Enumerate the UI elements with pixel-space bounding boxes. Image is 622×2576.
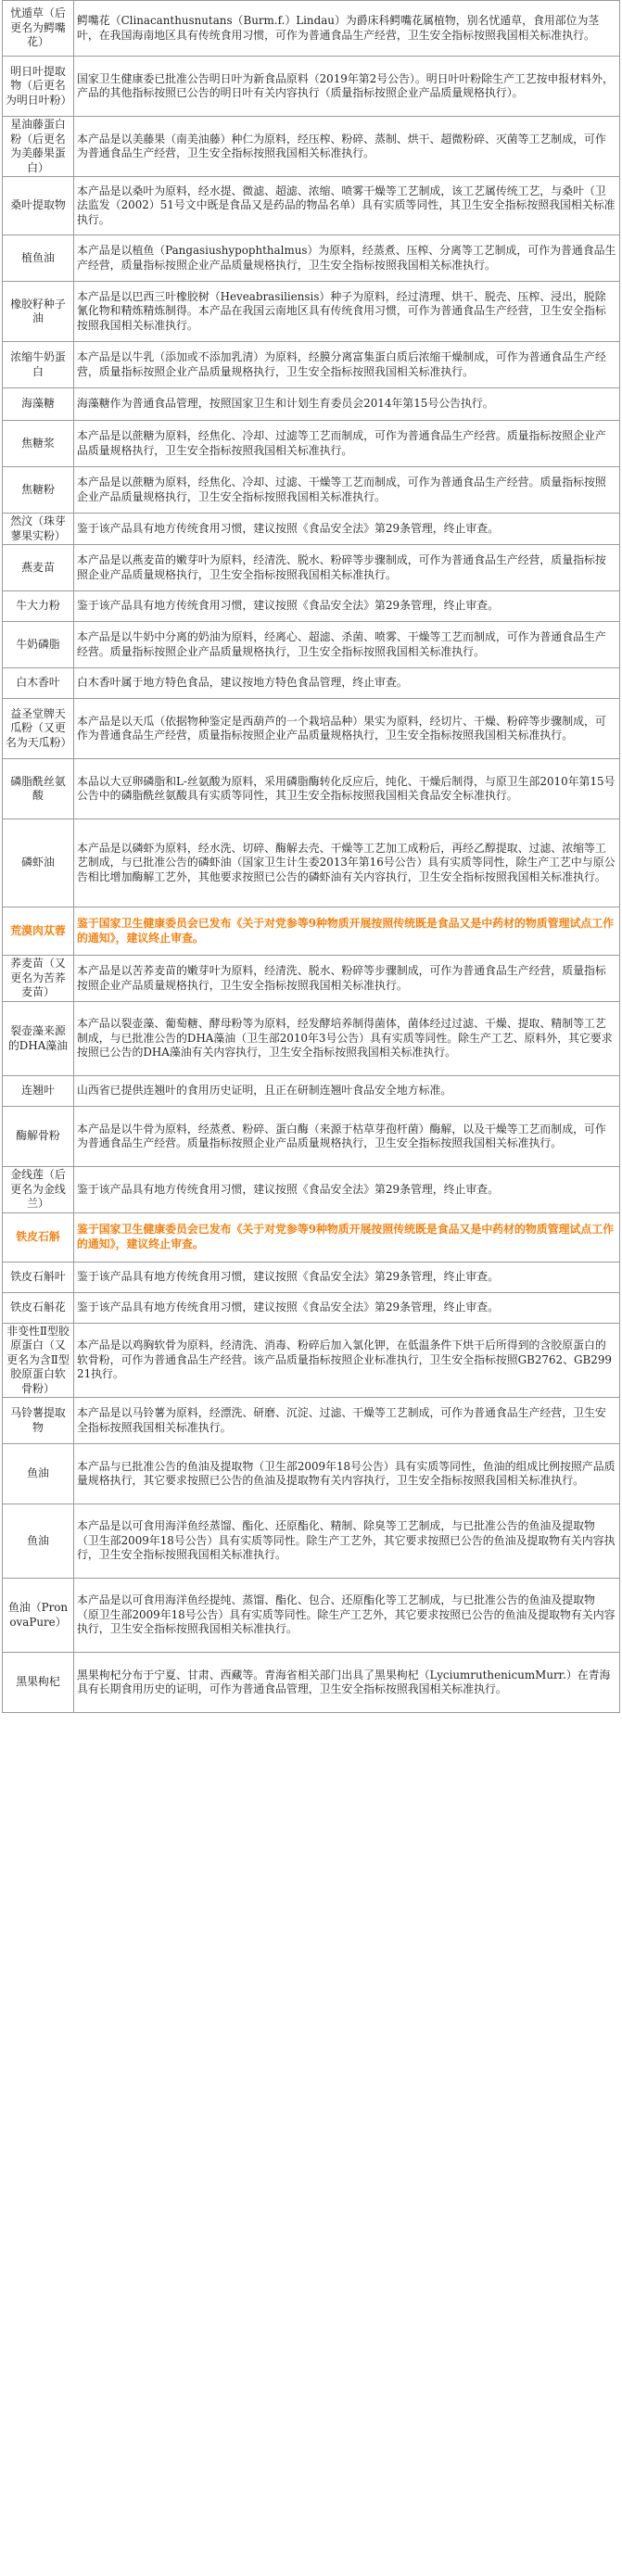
substance-name-cell: 焦糖浆 (3, 421, 74, 467)
table-row (3, 668, 620, 699)
substance-name-cell: 牛奶磷脂 (3, 622, 74, 668)
review-opinion-cell: 本产品是以美藤果（南美油藤）种仁为原料，经压榨、粉碎、蒸制、烘干、超微粉碎、灭菌等工艺制成，可作为普通食品生产经营，卫生安全指标按照我国相关标准执行。 (74, 117, 620, 177)
table-row (3, 699, 620, 759)
table-row (3, 467, 620, 514)
substance-name-cell: 桑叶提取物 (3, 177, 74, 235)
substance-name-cell: 鱼油 (3, 1504, 74, 1579)
substance-name-cell: 磷脂酰丝氨酸 (3, 759, 74, 819)
review-opinion-cell: 本产品是以苦荞麦苗的嫩芽叶为原料，经清洗、脱水、粉碎等步骤制成，可作为普通食品生产经营，质量指标按照企业产品质量规格执行，卫生安全指标按照我国相关标准执行。 (74, 956, 620, 1002)
table-row (3, 1444, 620, 1504)
substance-name-cell: 连翘叶 (3, 1076, 74, 1107)
substance-name-cell: 磷虾油 (3, 819, 74, 907)
review-opinion-cell: 鉴于该产品具有地方传统食用习惯，建议按照《食品安全法》第29条管理，终止审查。 (74, 1292, 620, 1323)
table-row (3, 1323, 620, 1398)
review-opinion-cell: 海藻糖作为普通食品管理，按照国家卫生和计划生育委员会2014年第15号公告执行。 (74, 388, 620, 421)
table-row (3, 282, 620, 342)
review-opinion-cell: 本品以大豆卵磷脂和L-丝氨酸为原料，采用磷脂酶转化反应后，纯化、干燥后制得，与原卫生部2010年第15号公告中的磷脂酰丝氨酸具有实质等同性，其卫生安全指标按照我国相关食品安全标准执行。 (74, 759, 620, 819)
review-opinion-cell: 本产品是以马铃薯为原料，经漂洗、研磨、沉淀、过滤、干燥等工艺制成，可作为普通食品生产经营，卫生安全指标按照我国相关标准执行。 (74, 1398, 620, 1444)
table-row (3, 1398, 620, 1444)
substance-name-cell: 铁皮石斛花 (3, 1292, 74, 1323)
table-row (3, 1579, 620, 1653)
review-opinion-cell: 山西省已提供连翘叶的食用历史证明，且正在研制连翘叶食品安全地方标准。 (74, 1076, 620, 1107)
substance-name-cell: 益圣堂牌天瓜粉（又更名为天瓜粉） (3, 699, 74, 759)
table-row (3, 342, 620, 388)
table-row (3, 1002, 620, 1076)
substance-name-cell: 牛大力粉 (3, 591, 74, 622)
substance-name-cell: 裂壶藻来源的DHA藻油 (3, 1002, 74, 1076)
table-row (3, 1212, 620, 1262)
table-row (3, 57, 620, 117)
review-opinion-cell: 本产品是以牛乳（添加或不添加乳清）为原料，经膜分离富集蛋白质后浓缩干燥制成，可作为普通食品生产经营，质量指标按照企业产品质量规格执行，卫生安全指标按照我国相关标准执行。 (74, 342, 620, 388)
substance-name-cell: 白木香叶 (3, 668, 74, 699)
review-opinion-cell: 本产品是以天瓜（依据物种鉴定是西葫芦的一个栽培品种）果实为原料，经切片、干燥、粉碎等步骤制成，可作为普通食品生产经营，质量指标按照企业产品质量规格执行，卫生安全指标按照我国相关标准执行。 (74, 699, 620, 759)
review-table (2, 0, 620, 1713)
review-opinion-cell: 鉴于该产品具有地方传统食用习惯，建议按照《食品安全法》第29条管理，终止审查。 (74, 1262, 620, 1292)
review-opinion-cell: 本产品是以可食用海洋鱼经提纯、蒸馏、酯化、包合、还原酯化等工艺制成，与已批准公告的鱼油及提取物（原卫生部2009年18号公告）具有实质等同性。除生产工艺外，其它要求按照已公告的鱼油及提取物有关内容执行，卫生安全指标按照我国相关标准执行。 (74, 1579, 620, 1653)
table-row (3, 1107, 620, 1167)
substance-name-cell: 非变性Ⅱ型胶原蛋白（又更名为含Ⅱ型胶原蛋白软骨粉） (3, 1323, 74, 1398)
substance-name-cell: 燕麦苗 (3, 545, 74, 591)
table-row (3, 388, 620, 421)
substance-name-cell: 焦糖粉 (3, 467, 74, 514)
substance-name-cell: 植鱼油 (3, 235, 74, 282)
substance-name-cell: 明日叶提取物（后更名为明日叶粉） (3, 57, 74, 117)
table-row (3, 956, 620, 1002)
substance-name-cell: 酶解骨粉 (3, 1107, 74, 1167)
table-row (3, 759, 620, 819)
review-opinion-cell: 本产品是以鸡胸软骨为原料，经清洗、消毒、粉碎后加入氯化钾，在低温条件下烘干后所得到的含胶原蛋白的软骨粉，可作为普通食品生产经营。该产品质量指标按照企业标准执行，卫生安全指标按照GB2762、GB29921执行。 (74, 1323, 620, 1398)
substance-name-cell: 鱼油（PronovaPure） (3, 1579, 74, 1653)
review-opinion-cell: 本产品与已批准公告的鱼油及提取物（卫生部2009年18号公告）具有实质等同性，鱼油的组成比例按照产品质量规格执行，其它要求按照已公告的鱼油及提取物有关内容执行，卫生安全指标按照我国相关标准执行。 (74, 1444, 620, 1504)
review-opinion-cell: 本产品以裂壶藻、葡萄糖、酵母粉等为原料，经发酵培养制得菌体，菌体经过过滤、干燥、提取、精制等工艺制成，与已批准公告的DHA藻油（卫生部2010年3号公告）具有实质等同性。除生产工艺、原料外，其它要求按照已公告的DHA藻油有关内容执行，卫生安全指标按照我国相关标准执行。 (74, 1002, 620, 1076)
substance-name-cell: 铁皮石斛叶 (3, 1262, 74, 1292)
review-opinion-cell: 白木香叶属于地方特色食品，建议按地方特色食品管理，终止审查。 (74, 668, 620, 699)
review-opinion-cell: 本产品是以牛骨为原料，经蒸煮、粉碎、蛋白酶（来源于枯草芽孢杆菌）酶解，以及干燥等工艺而制成，可作为普通食品生产经营。质量指标按照企业产品质量规格执行，卫生安全指标按照我国相关标准执行。 (74, 1107, 620, 1167)
review-opinion-cell: 本产品是以植鱼（Pangasiushypophthalmus）为原料，经蒸煮、压榨、分离等工艺制成，可作为普通食品生产经营，质量指标按照企业产品质量规格执行，卫生安全指标按照我国相关标准执行。 (74, 235, 620, 282)
substance-name-cell: 鱼油 (3, 1444, 74, 1504)
substance-name-cell: 铁皮石斛 (3, 1212, 74, 1262)
review-opinion-cell: 本产品是以燕麦苗的嫩芽叶为原料，经清洗、脱水、粉碎等步骤制成，可作为普通食品生产经营，质量指标按照企业产品质量规格执行，卫生安全指标按照我国相关标准执行。 (74, 545, 620, 591)
substance-name-cell: 黑果枸杞 (3, 1653, 74, 1713)
table-row (3, 1262, 620, 1292)
substance-name-cell: 浓缩牛奶蛋白 (3, 342, 74, 388)
review-opinion-cell: 本产品是以磷虾为原料，经水洗、切碎、酶解去壳、干燥等工艺加工成粉后，再经乙醇提取、过滤、浓缩等工艺制成，与已批准公告的磷虾油（国家卫生计生委2013年第16号公告）具有实质等同性，除生产工艺中与原公告相比增加酶解工艺外，其他要求按照已公告的磷虾油有关内容执行，卫生安全指标按照我国相关标准执行。 (74, 819, 620, 907)
review-opinion-cell: 国家卫生健康委已批准公告明日叶为新食品原料（2019年第2号公告）。明日叶叶粉除生产工艺按申报材料外，产品的其他指标按照已公告的明日叶有关内容执行（质量指标按照企业产品质量规格执行）。 (74, 57, 620, 117)
review-opinion-cell: 鉴于该产品具有地方传统食用习惯，建议按照《食品安全法》第29条管理，终止审查。 (74, 514, 620, 545)
substance-name-cell: 荒漠肉苁蓉 (3, 907, 74, 956)
table-row (3, 1504, 620, 1579)
table-row (3, 591, 620, 622)
review-opinion-cell: 鉴于该产品具有地方传统食用习惯，建议按照《食品安全法》第29条管理，终止审查。 (74, 591, 620, 622)
substance-name-cell: 橡胶籽种子油 (3, 282, 74, 342)
review-opinion-cell: 本产品是以蔗糖为原料，经焦化、冷却、过滤等工艺而制成，可作为普通食品生产经营。质量指标按照企业产品质量规格执行，卫生安全指标按照我国相关标准执行。 (74, 421, 620, 467)
review-opinion-cell: 鳄嘴花（Clinacanthusnutans（Burm.f.）Lindau）为爵床科鳄嘴花属植物，别名忧遁草，食用部位为茎叶，在我国海南地区具有传统食用习惯，可作为普通食品生产经营，卫生安全指标按照我国相关标准执行。 (74, 1, 620, 57)
review-opinion-cell: 本产品是以蔗糖为原料，经焦化、冷却、过滤、干燥等工艺而制成，可作为普通食品生产经营。质量指标按照企业产品质量规格执行，卫生安全指标按照我国相关标准执行。 (74, 467, 620, 514)
review-opinion-cell: 鉴于该产品具有地方传统食用习惯，建议按照《食品安全法》第29条管理，终止审查。 (74, 1167, 620, 1213)
table-row (3, 545, 620, 591)
substance-name-cell: 金线莲（后更名为金线兰） (3, 1167, 74, 1213)
review-opinion-cell: 黑果枸杞分布于宁夏、甘肃、西藏等。青海省相关部门出具了黑果枸杞（LyciumruthenicumMurr.）在青海具有长期食用历史的证明，可作为普通食品管理，卫生安全指标按照我国相关标准执行。 (74, 1653, 620, 1713)
table-row (3, 1292, 620, 1323)
table-row (3, 514, 620, 545)
table-row (3, 622, 620, 668)
review-opinion-cell: 本产品是以可食用海洋鱼经蒸馏、酯化、还原酯化、精制、除臭等工艺制成，与已批准公告的鱼油及提取物（卫生部2009年18号公告）具有实质等同性。除生产工艺外，其它要求按照已公告的鱼油及提取物有关内容执行，卫生安全指标按照我国相关标准执行。 (74, 1504, 620, 1579)
substance-name-cell: 马铃薯提取物 (3, 1398, 74, 1444)
table-row (3, 1, 620, 57)
table-row (3, 421, 620, 467)
table-row (3, 117, 620, 177)
substance-name-cell: 荞麦苗（又更名为苦荞麦苗） (3, 956, 74, 1002)
substance-name-cell: 然汶（珠芽蓼果实粉） (3, 514, 74, 545)
review-opinion-cell: 鉴于国家卫生健康委员会已发布《关于对党参等9种物质开展按照传统既是食品又是中药材的物质管理试点工作的通知》，建议终止审查。 (74, 907, 620, 956)
table-row (3, 1653, 620, 1713)
table-row (3, 1167, 620, 1213)
substance-name-cell: 星油藤蛋白粉（后更名为美藤果蛋白） (3, 117, 74, 177)
table-row (3, 235, 620, 282)
review-opinion-cell: 本产品是以桑叶为原料，经水提、微滤、超滤、浓缩、喷雾干燥等工艺制成，该工艺属传统工艺，与桑叶（卫法监发（2002）51号文中既是食品又是药品的物品名单）具有实质等同性，其卫生安全指标按照我国相关标准执行。 (74, 177, 620, 235)
review-opinion-cell: 本产品是以巴西三叶橡胶树（Heveabrasiliensis）种子为原料，经过清理、烘干、脱壳、压榨、浸出，脱除氰化物和精炼精炼制得。本产品在我国云南地区具有传统食用习惯，可作为普通食品生产经营，卫生安全指标按照我国相关标准执行。 (74, 282, 620, 342)
review-opinion-cell: 鉴于国家卫生健康委员会已发布《关于对党参等9种物质开展按照传统既是食品又是中药材的物质管理试点工作的通知》，建议终止审查。 (74, 1212, 620, 1262)
substance-name-cell: 海藻糖 (3, 388, 74, 421)
substance-name-cell: 忧遁草（后更名为鳄嘴花） (3, 1, 74, 57)
table-row (3, 907, 620, 956)
review-table-body (3, 1, 620, 1713)
table-row (3, 1076, 620, 1107)
table-row (3, 819, 620, 907)
table-row (3, 177, 620, 235)
review-opinion-cell: 本产品是以牛奶中分离的奶油为原料，经离心、超滤、杀菌、喷雾、干燥等工艺而制成，可作为普通食品生产经营。质量指标按照企业产品质量规格执行，卫生安全指标按照我国相关标准执行。 (74, 622, 620, 668)
